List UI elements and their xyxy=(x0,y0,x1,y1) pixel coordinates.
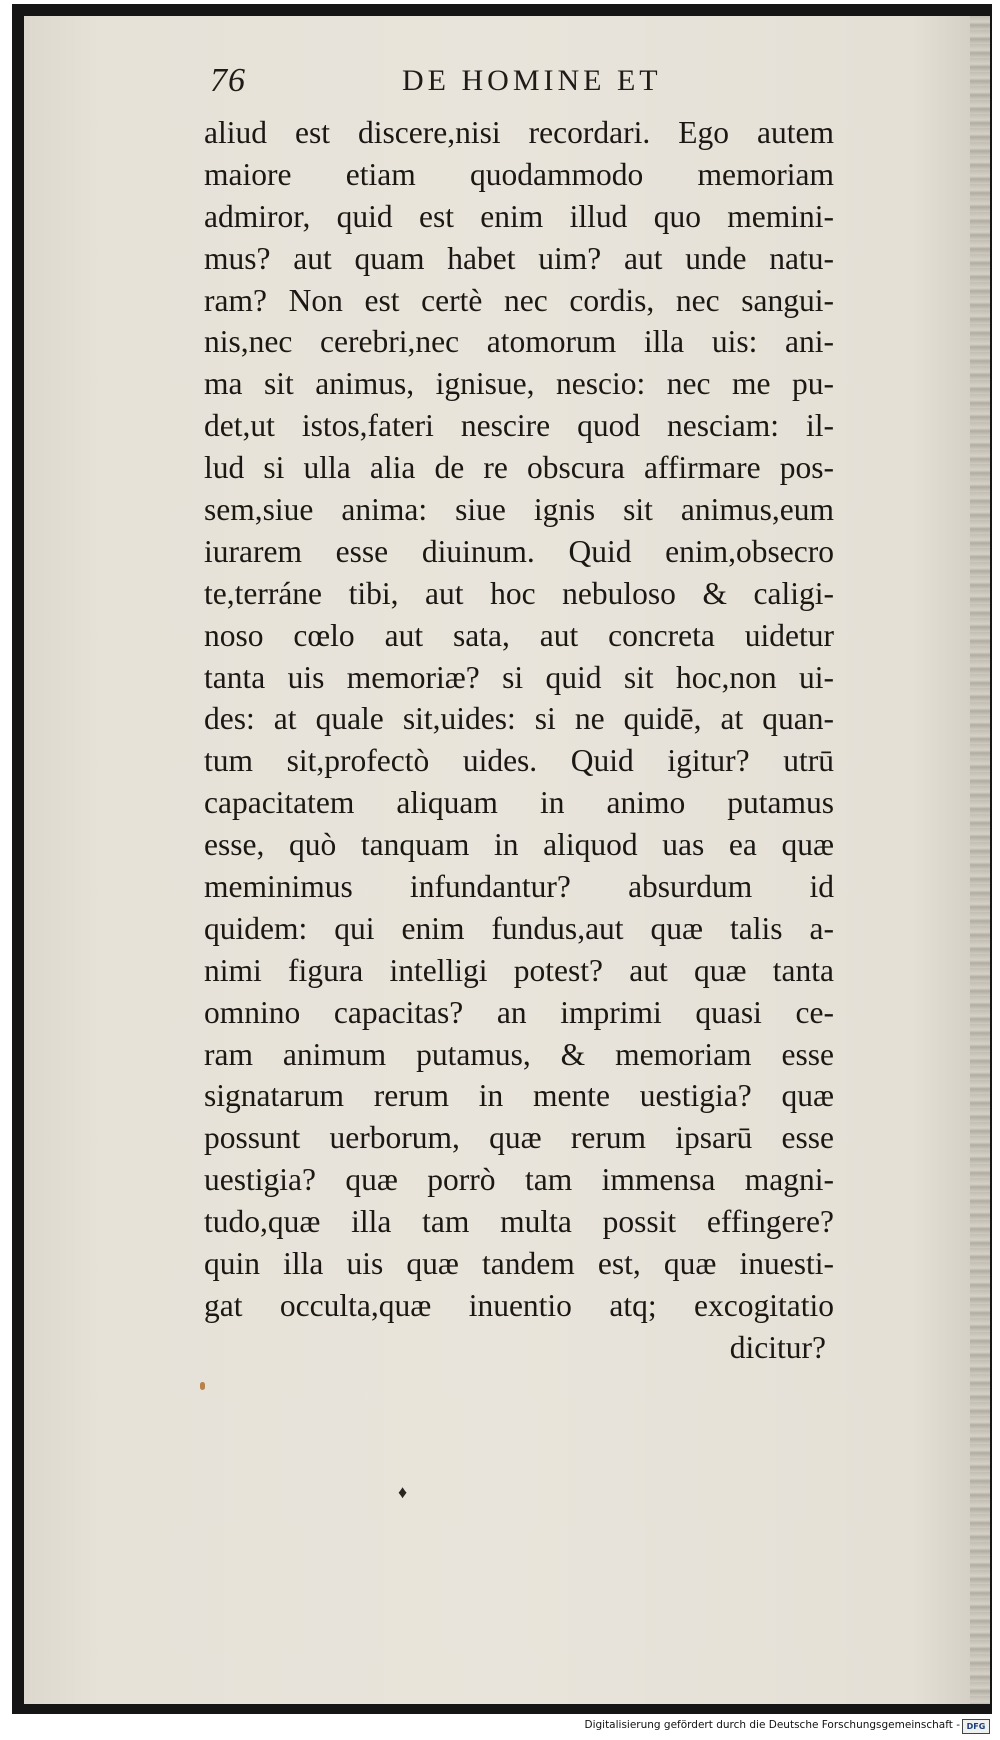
text-line: nis,nec cerebri,nec atomorum illa uis: ani- xyxy=(204,324,834,360)
text-line: uestigia? quæ porrò tam immensa magni- xyxy=(204,1162,834,1198)
text-line: lud si ulla alia de re obscura affirmare pos- xyxy=(204,450,834,486)
running-head: DE HOMINE ET xyxy=(402,64,662,97)
dfg-logo-icon: DFG xyxy=(962,1719,990,1734)
text-line: maiore etiam quodammodo memoriam xyxy=(204,156,834,192)
page-header xyxy=(210,62,770,112)
text-line: tanta uis memoriæ? si quid sit hoc,non ui- xyxy=(204,659,834,695)
ink-smudge xyxy=(200,1382,205,1390)
text-line: ma sit animus, ignisue, nescio: nec me pu- xyxy=(204,366,834,402)
text-line: quidem: qui enim fundus,aut quæ talis a- xyxy=(204,910,834,946)
text-line: iurarem esse diuinum. Quid enim,obsecro xyxy=(204,533,834,569)
text-line: capacitatem aliquam in animo putamus xyxy=(204,785,834,821)
page-edge-shadow xyxy=(970,16,990,1704)
text-line: ram animum putamus, & memoriam esse xyxy=(204,1036,834,1072)
text-line: te,terráne tibi, aut hoc nebuloso & caligi- xyxy=(204,575,834,611)
text-line: tum sit,profectò uides. Quid igitur? utrū xyxy=(204,743,834,779)
funding-credit: Digitalisierung gefördert durch die Deutsche Forschungsgemeinschaft - xyxy=(584,1719,960,1731)
text-line: mus? aut quam habet uim? aut unde natu- xyxy=(204,240,834,276)
text-line: admiror, quid est enim illud quo memini- xyxy=(204,198,834,234)
text-line: sem,siue anima: siue ignis sit animus,eum xyxy=(204,492,834,528)
text-line: signatarum rerum in mente uestigia? quæ xyxy=(204,1078,834,1114)
text-line: noso cœlo aut sata, aut concreta uidetur xyxy=(204,617,834,653)
footer-bar xyxy=(0,1714,1000,1740)
text-line: quin illa uis quæ tandem est, quæ inuesti- xyxy=(204,1246,834,1282)
text-line: aliud est discere,nisi recordari. Ego autem xyxy=(204,115,834,150)
page-number: 76 xyxy=(210,62,246,99)
text-line: gat occulta,quæ inuentio atq; excogitatio xyxy=(204,1287,834,1323)
text-line: omnino capacitas? an imprimi quasi ce- xyxy=(204,994,834,1030)
catchword-line: dicitur? xyxy=(729,1329,826,1365)
text-line: det,ut istos,fateri nescire quod nesciam: il- xyxy=(204,408,834,444)
text-line: tudo,quæ illa tam multa possit effingere? xyxy=(204,1204,834,1240)
signature-mark: ♦ xyxy=(398,1482,408,1502)
text-line: esse, quò tanquam in aliquod uas ea quæ xyxy=(204,827,834,863)
text-line: meminimus infundantur? absurdum id xyxy=(204,869,834,905)
text-line: des: at quale sit,uides: si ne quidē, at quan- xyxy=(204,701,834,737)
text-line: ram? Non est certè nec cordis, nec sangui- xyxy=(204,282,834,318)
text-line: possunt uerborum, quæ rerum ipsarū esse xyxy=(204,1120,834,1156)
body-text xyxy=(204,112,834,1369)
text-line: nimi figura intelligi potest? aut quæ tanta xyxy=(204,952,834,988)
